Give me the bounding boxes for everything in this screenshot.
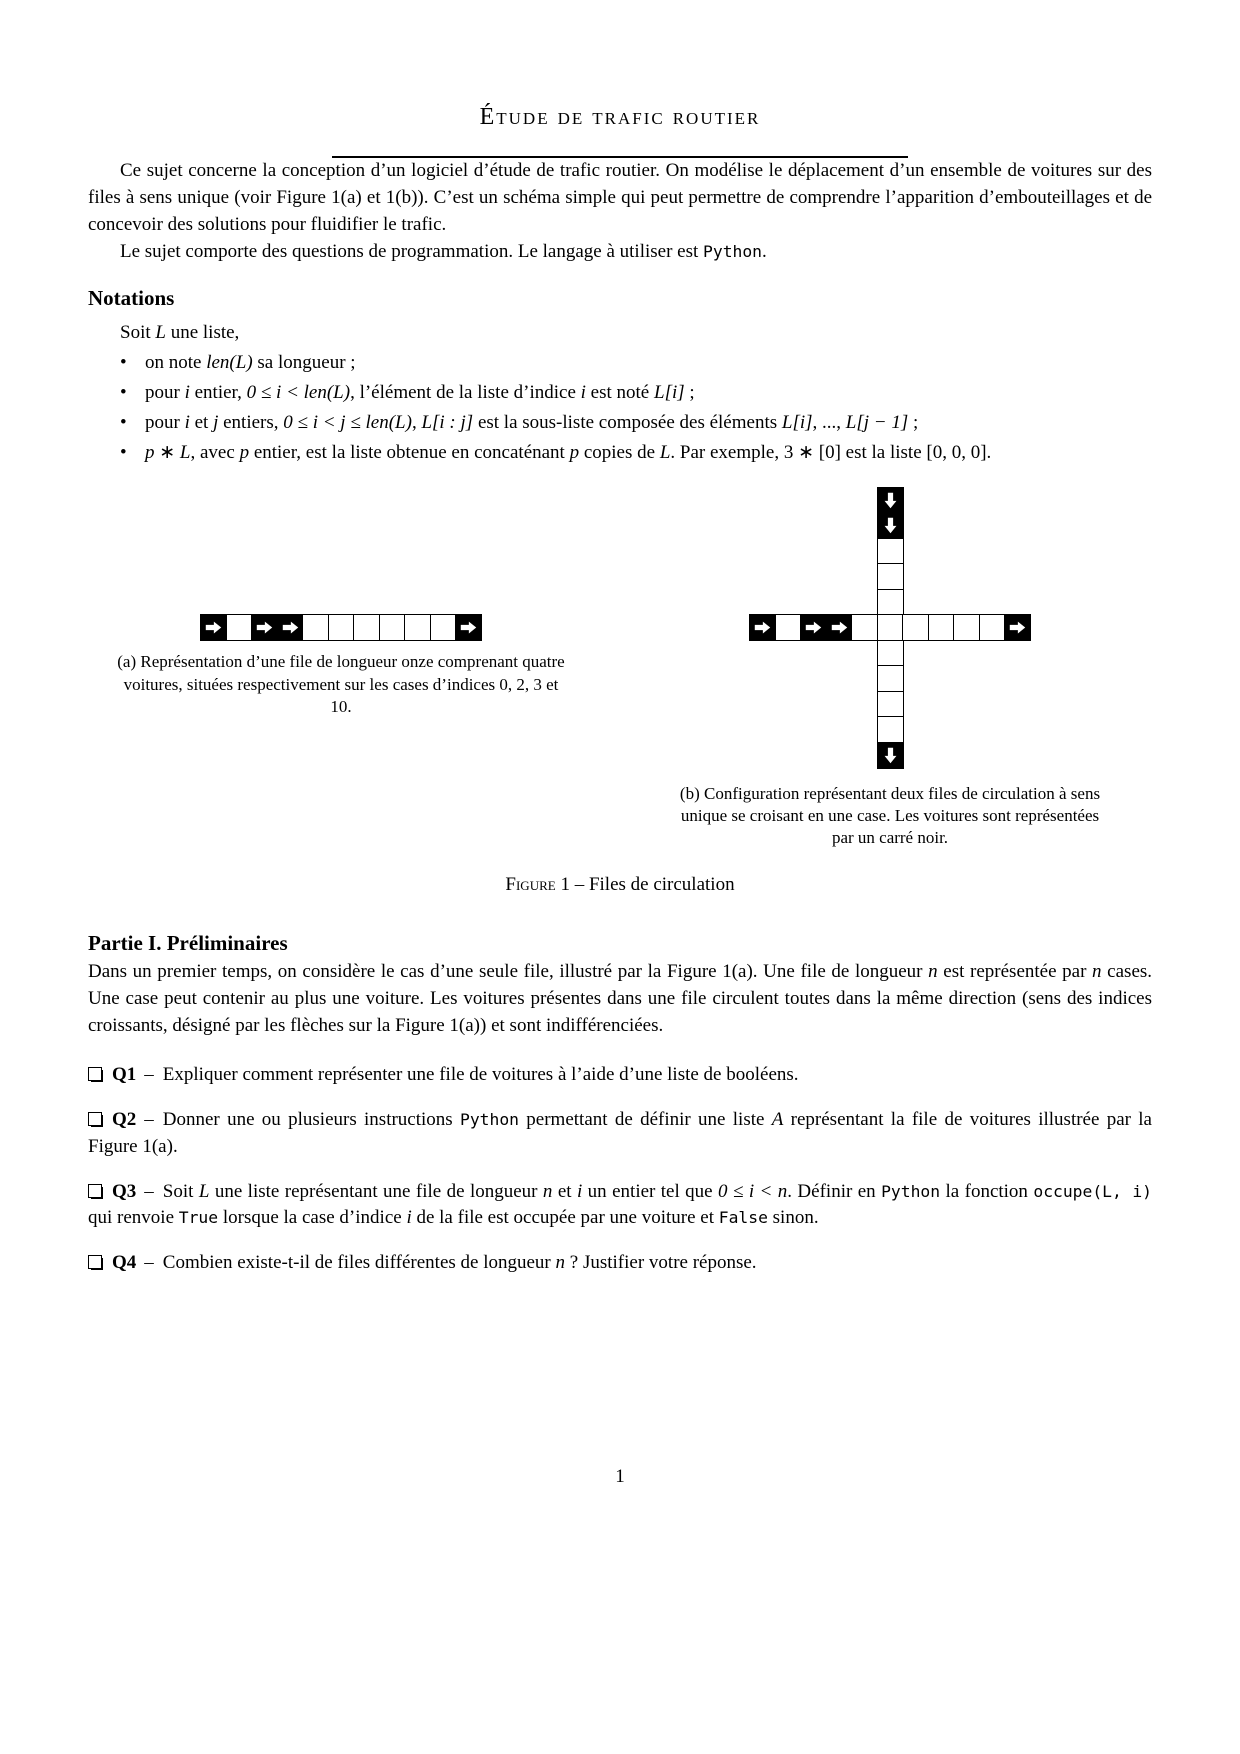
car-arrow-icon (881, 746, 900, 765)
document-content (88, 0, 1152, 1277)
question-square-icon (88, 1255, 102, 1269)
file-cell-h-8 (953, 614, 980, 641)
file-a-cells (200, 614, 482, 641)
file-cell-h-2 (800, 614, 827, 641)
part1-heading: Partie I. Préliminaires (88, 930, 288, 955)
file-cell-h-1 (775, 614, 802, 641)
figure-1 (88, 487, 1152, 850)
file-cell-h-4 (302, 614, 329, 641)
subfigure-a-caption: (a) Représentation d’une file de longueur onze comprenant quatre voitures, situées respectivement sur les cases d’indices 0, 2, 3 et 10. (117, 652, 565, 716)
notation-list-item-2 (88, 380, 1152, 407)
file-cell-v-4 (877, 589, 904, 616)
question-text: Combien existe-t-il de files différentes de longueur n ? Justifier votre réponse. (162, 1252, 757, 1274)
file-cell-v-7 (877, 665, 904, 692)
file-cell-h-1 (226, 614, 253, 641)
question-q4 (88, 1250, 1152, 1277)
question-dash: – (144, 1252, 154, 1274)
file-cell-h-0 (749, 614, 776, 641)
file-cell-v-9 (877, 716, 904, 743)
file-cell-h-3 (826, 614, 853, 641)
intro-paragraph-1: Ce sujet concerne la conception d’un logiciel d’étude de trafic routier. On modélise le déplacement d’un ensemble de voitures sur des files à sens unique (voir Figure 1(a) et 1(b)). C’est un schéma simple qui peut permettre de comprendre l’apparition d’embouteillages et de concevoir des solutions pour fluidifier le trafic. (88, 160, 1152, 236)
car-arrow-icon (830, 618, 849, 637)
file-cell-h-9 (979, 614, 1006, 641)
file-cell-h-9 (430, 614, 457, 641)
file-cell-v-1 (877, 512, 904, 539)
question-label: Q3 (112, 1180, 137, 1202)
notation-list-item-4 (88, 440, 1152, 467)
car-arrow-icon (881, 491, 900, 510)
file-cell-h-10 (1004, 614, 1031, 641)
notation-list-item-1 (88, 350, 1152, 377)
car-arrow-icon (204, 618, 223, 637)
file-cell-h-8 (404, 614, 431, 641)
question-text: Soit L une liste représentant une file de longueur n et i un entier tel que 0 ≤ i < n. Définir en Python la fonction occupe(L, i) qui renvoie True lorsque la case d’indice i de la file est occupée par une voiture et False sinon. (88, 1180, 1152, 1229)
bullet-icon: • (120, 411, 127, 433)
document-title: Étude de trafic routier (479, 104, 761, 130)
figure-caption: Figure 1 – Files de circulation (505, 873, 735, 895)
question-dash: – (144, 1063, 154, 1085)
car-arrow-icon (753, 618, 772, 637)
notation-item-text: p ∗ L, avec p entier, est la liste obtenue en concaténant p copies de L. Par exemple, 3 ∗ [0] est la liste [0, 0, 0]. (145, 441, 992, 463)
question-q3 (88, 1179, 1152, 1233)
file-cell-h-6 (902, 614, 929, 641)
file-cell-v-6 (877, 640, 904, 667)
file-cell-v-10 (877, 742, 904, 769)
file-cell-h-6 (353, 614, 380, 641)
question-label: Q2 (112, 1108, 137, 1130)
notation-list-item-3 (88, 410, 1152, 437)
bullet-icon: • (120, 441, 127, 463)
question-text: Donner une ou plusieurs instructions Python permettant de définir une liste A représentant la file de voitures illustrée par la Figure 1(a). (88, 1108, 1152, 1157)
question-label: Q1 (112, 1063, 137, 1085)
file-cell-h-10 (455, 614, 482, 641)
car-arrow-icon (281, 618, 300, 637)
subfigure-a (116, 614, 566, 850)
question-square-icon (88, 1112, 102, 1126)
notations-heading: Notations (88, 285, 175, 310)
question-square-icon (88, 1067, 102, 1081)
car-arrow-icon (1008, 618, 1027, 637)
car-arrow-icon (459, 618, 478, 637)
car-arrow-icon (881, 516, 900, 535)
question-q1 (88, 1062, 1152, 1089)
file-cell-h-5 (328, 614, 355, 641)
file-cell-v-2 (877, 538, 904, 565)
file-cell-h-7 (928, 614, 955, 641)
file-cell-v-3 (877, 563, 904, 590)
crossing-files (749, 487, 1031, 769)
file-cell-h-4 (851, 614, 878, 641)
file-cell-h-2 (251, 614, 278, 641)
question-square-icon (88, 1184, 102, 1198)
file-cell-h-3 (277, 614, 304, 641)
file-cell-h-0 (200, 614, 227, 641)
question-dash: – (144, 1108, 154, 1130)
car-arrow-icon (804, 618, 823, 637)
subfigure-b (670, 487, 1110, 850)
car-arrow-icon (255, 618, 274, 637)
bullet-icon: • (120, 351, 127, 373)
question-text: Expliquer comment représenter une file de voitures à l’aide d’une liste de booléens. (162, 1063, 799, 1085)
notation-item-text: on note len(L) sa longueur ; (145, 351, 356, 373)
subfigure-b-caption: (b) Configuration représentant deux files de circulation à sens unique se croisant en une case. Les voitures sont représentées par un carré noir. (679, 783, 1101, 848)
notations-intro: Soit L une liste, (120, 321, 240, 343)
question-dash: – (144, 1180, 154, 1202)
file-cell-h-5 (877, 614, 904, 641)
question-q2 (88, 1107, 1152, 1161)
part1-intro: Dans un premier temps, on considère le cas d’une seule file, illustré par la Figure 1(a). Une file de longueur n est représentée par n cases. Une case peut contenir au plus une voiture. Les voitures présentes dans une file circulent toutes dans la même direction (sens des indices croissants, désigné par les flèches sur la Figure 1(a)) et sont indifférenciées. (88, 960, 1153, 1036)
intro-paragraph-2: Le sujet comporte des questions de programmation. Le langage à utiliser est Python. (120, 240, 767, 262)
notation-item-text: pour i entier, 0 ≤ i < len(L), l’élément de la liste d’indice i est noté L[i] ; (145, 381, 695, 403)
file-cell-v-8 (877, 691, 904, 718)
file-cell-h-7 (379, 614, 406, 641)
question-label: Q4 (112, 1252, 137, 1274)
file-cell-v-0 (877, 487, 904, 514)
notation-item-text: pour i et j entiers, 0 ≤ i < j ≤ len(L), L[i : j] est la sous-liste composée des éléments L[i], ..., L[j − 1] ; (145, 411, 919, 433)
file-b-horizontal-cells (749, 614, 1031, 641)
page-number: 1 (615, 1466, 625, 1487)
bullet-icon: • (120, 381, 127, 403)
